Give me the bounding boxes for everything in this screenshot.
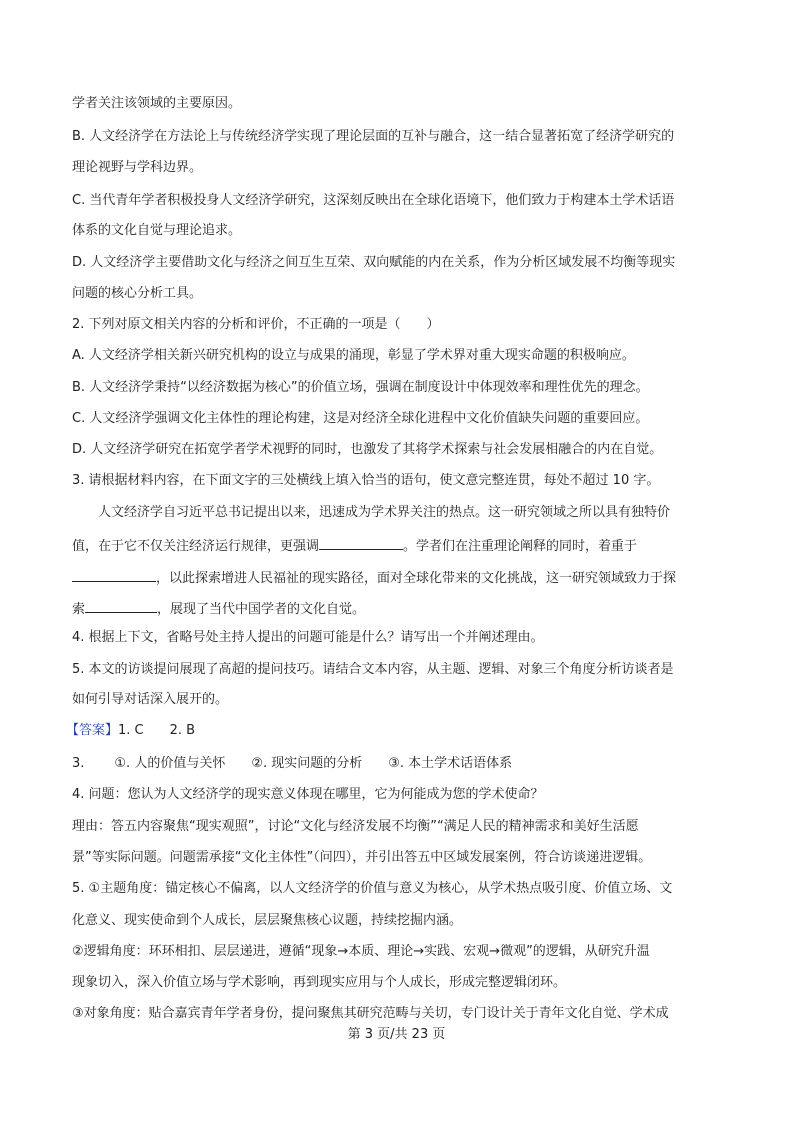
answer-4-question: 4. 问题：您认为人文经济学的现实意义体现在哪里，它为何能成为您的学术使命？ xyxy=(72,787,544,802)
option-b-line: B. 人文经济学在方法论上与传统经济学实现了理论层面的互补与融合，这一结合显著拓宽了经济学研究的 xyxy=(72,129,675,144)
passage-line xyxy=(72,567,732,588)
q2-option-d: D. 人文经济学研究在拓宽学者学术视野的同时，也激发了其将学术探索与社会发展相融合的内在自觉。 xyxy=(72,442,663,457)
option-c-line: C. 当代青年学者积极投身人文经济学研究，这深刻反映出在全球化语境下，他们致力于构建本土学术话语 xyxy=(72,193,675,208)
question-2: 2. 下列对原文相关内容的分析和评价，不正确的一项是（ ） xyxy=(72,317,440,332)
answer-3-part-1: ①. 人的价值与关怀 xyxy=(114,756,226,771)
question-5: 5. 本文的访谈提问展现了高超的提问技巧。请结合文本内容，从主题、逻辑、对象三个角度分析访谈者是 xyxy=(72,662,674,677)
text-line: 化意义、现实使命到个人成长，层层聚焦核心议题，持续挖掘内涵。 xyxy=(72,913,463,928)
answer-3-number: 3. xyxy=(72,756,85,771)
answer-5-logic: ②逻辑角度：环环相扣、层层递进，遵循“现象→本质、理论→实践、宏观→微观”的逻辑，从研究升温 xyxy=(72,944,650,959)
page-number: 第 3 页/共 23 页 xyxy=(347,1027,446,1042)
answer-3-part-2: ②. 现实问题的分析 xyxy=(251,756,363,771)
q2-option-c: C. 人文经济学强调文化主体性的理论构建，这是对经济全球化进程中文化价值缺失问题的重要回应。 xyxy=(72,411,649,426)
q2-option-b: B. 人文经济学秉持“以经济数据为核心”的价值立场，强调在制度设计中体现效率和理性优先的理念。 xyxy=(72,380,649,395)
fill-blank-3 xyxy=(85,598,157,613)
text-line: 问题的核心分析工具。 xyxy=(72,286,203,301)
answer-5-audience: ③对象角度：贴合嘉宾青年学者身份，提问聚焦其研究范畴与关切，专门设计关于青年文化自觉、学术成 xyxy=(72,1006,669,1021)
fill-blank-1 xyxy=(319,535,403,550)
passage-text: ，以此探索增进人民福祉的现实路径，面对全球化带来的文化挑战，这一研究领域致力于探 xyxy=(156,571,677,586)
answer-2: 2. B xyxy=(169,723,196,738)
answer-3-line xyxy=(72,755,732,773)
question-4: 4. 根据上下文，省略号处主持人提出的问题可能是什么？请写出一个并阐述理由。 xyxy=(72,630,544,645)
q2-option-a: A. 人文经济学相关新兴研究机构的设立与成果的涌现，彰显了学术界对重大现实命题的积极响应。 xyxy=(72,348,635,363)
passage-text: 索 xyxy=(72,602,86,617)
passage-line: 人文经济学自习近平总书记提出以来，迅速成为学术界关注的热点。这一研究领域之所以具有独特价 xyxy=(98,505,671,520)
answer-line xyxy=(66,722,726,740)
passage-line xyxy=(72,535,732,556)
answer-5-topic: 5. ①主题角度：锚定核心不偏离，以人文经济学的价值与意义为核心，从学术热点吸引度、价值立场、文 xyxy=(72,881,673,896)
question-3: 3. 请根据材料内容，在下面文字的三处横线上填入恰当的语句，使文意完整连贯，每处不超过 10 字。 xyxy=(72,473,660,488)
passage-line xyxy=(72,598,732,619)
answer-3-part-3: ③. 本土学术话语体系 xyxy=(388,756,513,771)
text-line: 体系的文化自觉与理论追求。 xyxy=(72,223,242,238)
text-line: 如何引导对话深入展开的。 xyxy=(72,692,229,707)
text-line: 景”等实际问题。问题需承接“文化主体性”（问四），并引出答五中区域发展案例，符合访谈递进逻辑。 xyxy=(72,850,652,865)
answer-4-reason: 理由：答五内容聚焦“现实观照”，讨论“文化与经济发展不均衡”“满足人民的精神需求和美好生活愿 xyxy=(72,819,639,834)
passage-text: 。学者们在注重理论阐释的同时，着重于 xyxy=(403,539,638,554)
text-line: 现象切入，深入价值立场与学术影响，再到现实应用与个人成长，形成完整逻辑闭环。 xyxy=(72,975,567,990)
option-d-line: D. 人文经济学主要借助文化与经济之间互生互荣、双向赋能的内在关系，作为分析区域发展不均衡等现实 xyxy=(72,255,676,270)
answer-label: 【答案】 xyxy=(66,723,119,738)
text-line: 学者关注该领域的主要原因。 xyxy=(72,96,242,111)
passage-text: ，展现了当代中国学者的文化自觉。 xyxy=(157,602,366,617)
answer-1: 1. C xyxy=(118,723,144,738)
text-line: 理论视野与学科边界。 xyxy=(72,160,203,175)
fill-blank-2 xyxy=(72,567,156,582)
passage-text: 值，在于它不仅关注经济运行规律，更强调 xyxy=(72,539,320,554)
